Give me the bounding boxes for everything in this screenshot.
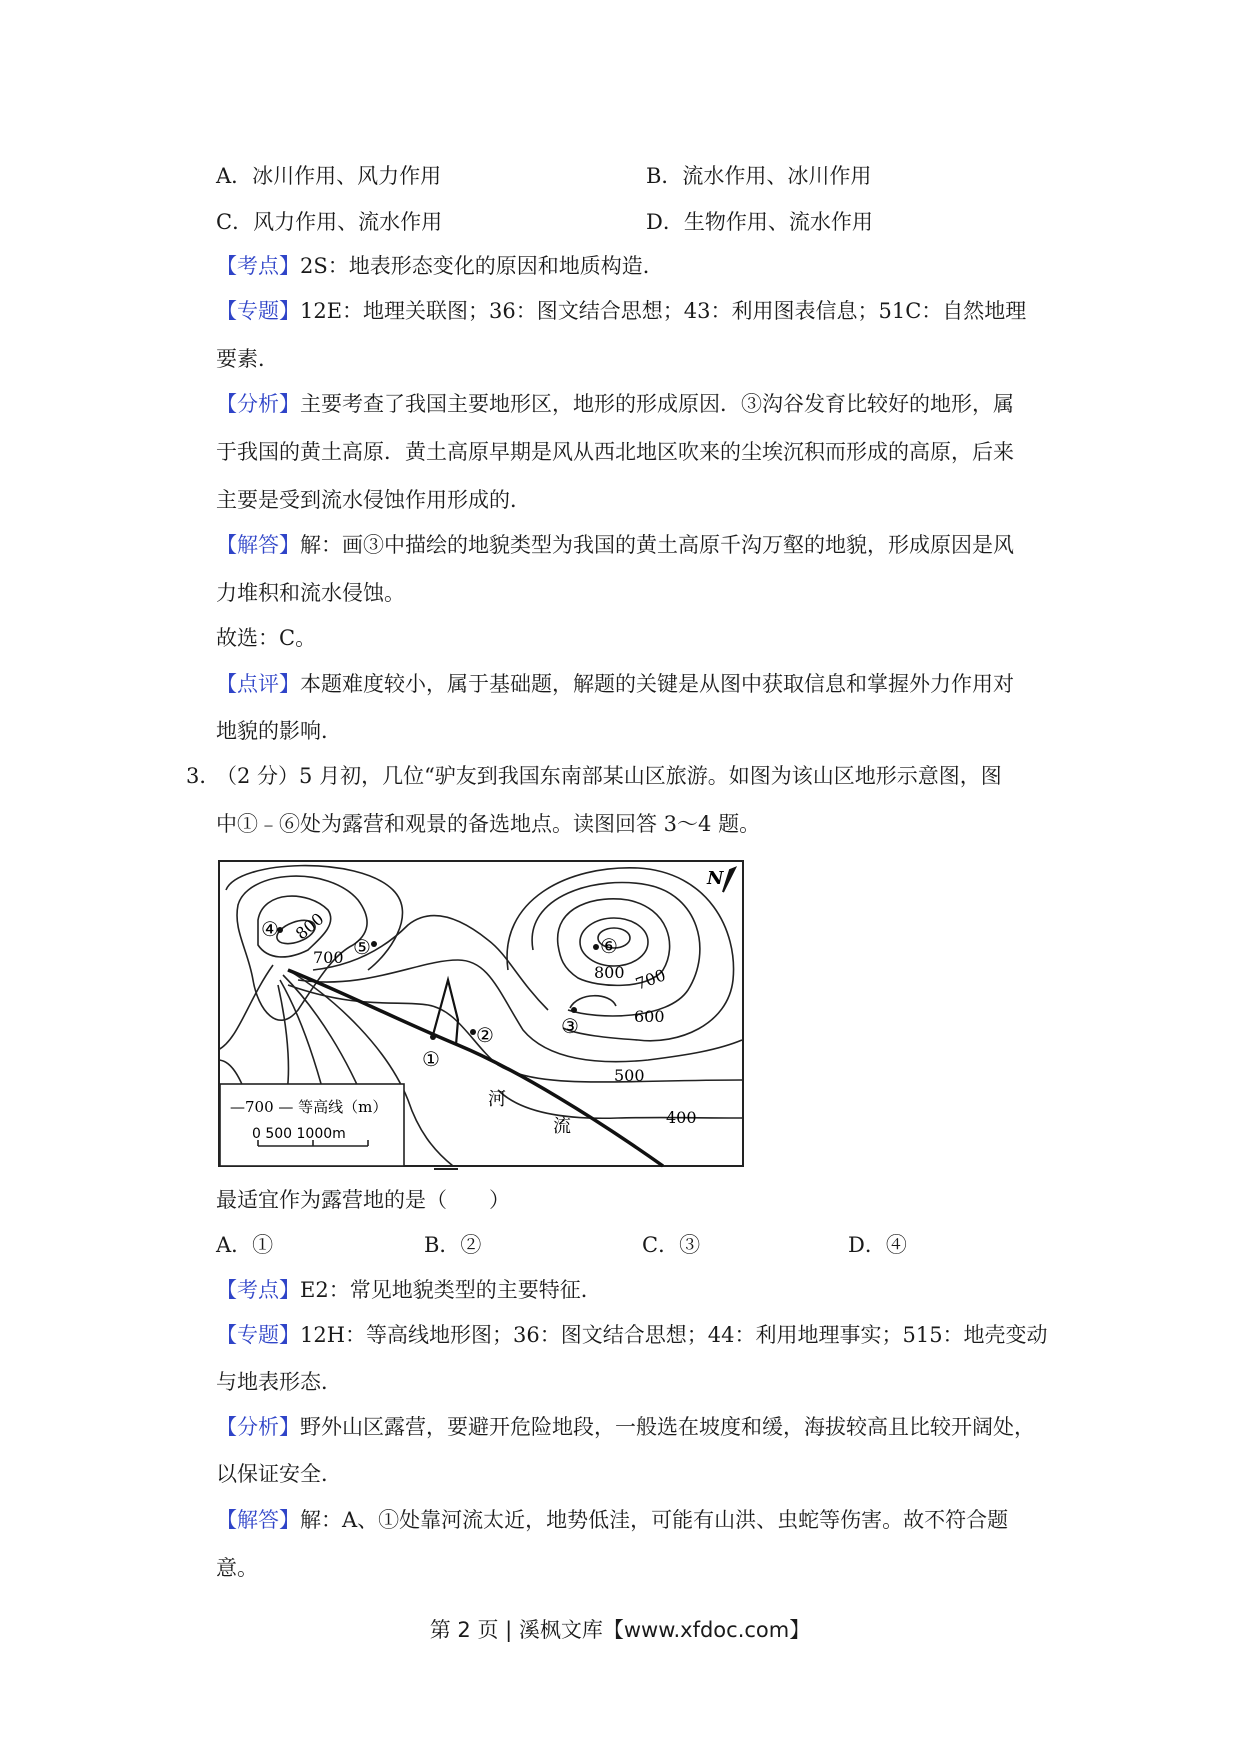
contour-label-400: 400 (666, 1108, 697, 1127)
contour-label-800-left: 800 (291, 909, 328, 944)
q2-jieda: 【解答】解：画③中描绘的地貌类型为我国的黄土高原千沟万壑的地貌，形成原因是风 (216, 533, 1014, 557)
point-3-label: ③ (561, 1014, 579, 1038)
svg-text:N: N (707, 868, 724, 889)
q3-stem: （2 分）5 月初，几位“驴友到我国东南部某山区旅游。如图为该山区地形示意图，图 (216, 764, 1002, 788)
contour-label-700-right: 700 (632, 965, 669, 994)
q3-option-c: C．③ (642, 1233, 701, 1257)
q2-fenxi-cont2: 主要是受到流水侵蚀作用形成的． (216, 488, 531, 512)
q2-option-b: B．流水作用、冰川作用 (646, 164, 872, 188)
q3-option-a: A．① (216, 1233, 274, 1257)
q2-answer: 故选：C。 (216, 626, 317, 650)
q3-fenxi: 【分析】野外山区露营，要避开危险地段，一般选在坡度和缓，海拔较高且比较开阔处， (216, 1415, 1035, 1439)
point-5-label: ⑤ (353, 935, 371, 959)
point-4-label: ④ (261, 917, 279, 941)
q3-jieda-cont: 意。 (216, 1556, 258, 1580)
q3-zhuanti-cont: 与地表形态． (216, 1370, 342, 1394)
page-footer: 第 2 页 | 溪枫文库【www.xfdoc.com】 (429, 1618, 811, 1642)
point-6-label: ⑥ (600, 934, 618, 958)
q2-option-c: C．风力作用、流水作用 (216, 210, 443, 234)
q3-zhuanti: 【专题】12H：等高线地形图；36：图文结合思想；44：利用地理事实；515：地壳变动 (216, 1323, 1048, 1347)
legend-contour-label: —700 — 等高线（m） (230, 1098, 388, 1116)
contour-map (218, 860, 744, 1168)
q3-option-b: B．② (424, 1233, 482, 1257)
q2-zhuanti: 【专题】12E：地理关联图；36：图文结合思想；43：利用图表信息；51C：自然地理 (216, 299, 1027, 323)
river-char-2: 流 (553, 1116, 571, 1137)
point-1-label: ① (422, 1047, 440, 1071)
q3-question: 最适宜作为露营地的是（ ） (216, 1188, 510, 1212)
q2-zhuanti-cont: 要素． (216, 347, 279, 371)
q2-kaodian: 【考点】2S：地表形态变化的原因和地质构造． (216, 254, 664, 278)
figure-mark (434, 1168, 458, 1170)
q3-kaodian: 【考点】E2：常见地貌类型的主要特征． (216, 1278, 602, 1302)
legend-scale-label: 0 500 1000m (252, 1126, 346, 1142)
q2-option-a: A．冰川作用、风力作用 (216, 164, 442, 188)
contour-label-500: 500 (614, 1066, 645, 1085)
q2-dianping: 【点评】本题难度较小，属于基础题，解题的关键是从图中获取信息和掌握外力作用对 (216, 672, 1014, 696)
q2-option-d: D．生物作用、流水作用 (646, 210, 873, 234)
q3-option-d: D．④ (848, 1233, 907, 1257)
q2-dianping-cont: 地貌的影响． (216, 719, 342, 743)
q2-fenxi-cont1: 于我国的黄土高原．黄土高原早期是风从西北地区吹来的尘埃沉积而形成的高原，后来 (216, 440, 1014, 464)
q3-stem-cont: 中①﹣⑥处为露营和观景的备选地点。读图回答 3～4 题。 (216, 812, 761, 836)
contour-label-600: 600 (634, 1007, 665, 1026)
point-2-label: ② (476, 1023, 494, 1047)
q3-number: 3． (186, 764, 221, 788)
q3-jieda: 【解答】解：A、①处靠河流太近，地势低洼，可能有山洪、虫蛇等伤害。故不符合题 (216, 1508, 1009, 1532)
contour-label-700-left: 700 (313, 948, 344, 967)
map-legend (220, 1084, 404, 1166)
contour-label-800-right: 800 (594, 963, 625, 982)
q3-fenxi-cont: 以保证安全． (216, 1462, 342, 1486)
q2-jieda-cont: 力堆积和流水侵蚀。 (216, 581, 405, 605)
q2-fenxi: 【分析】主要考查了我国主要地形区，地形的形成原因．③沟谷发育比较好的地形，属 (216, 392, 1014, 416)
river-char-1: 河 (488, 1089, 506, 1110)
